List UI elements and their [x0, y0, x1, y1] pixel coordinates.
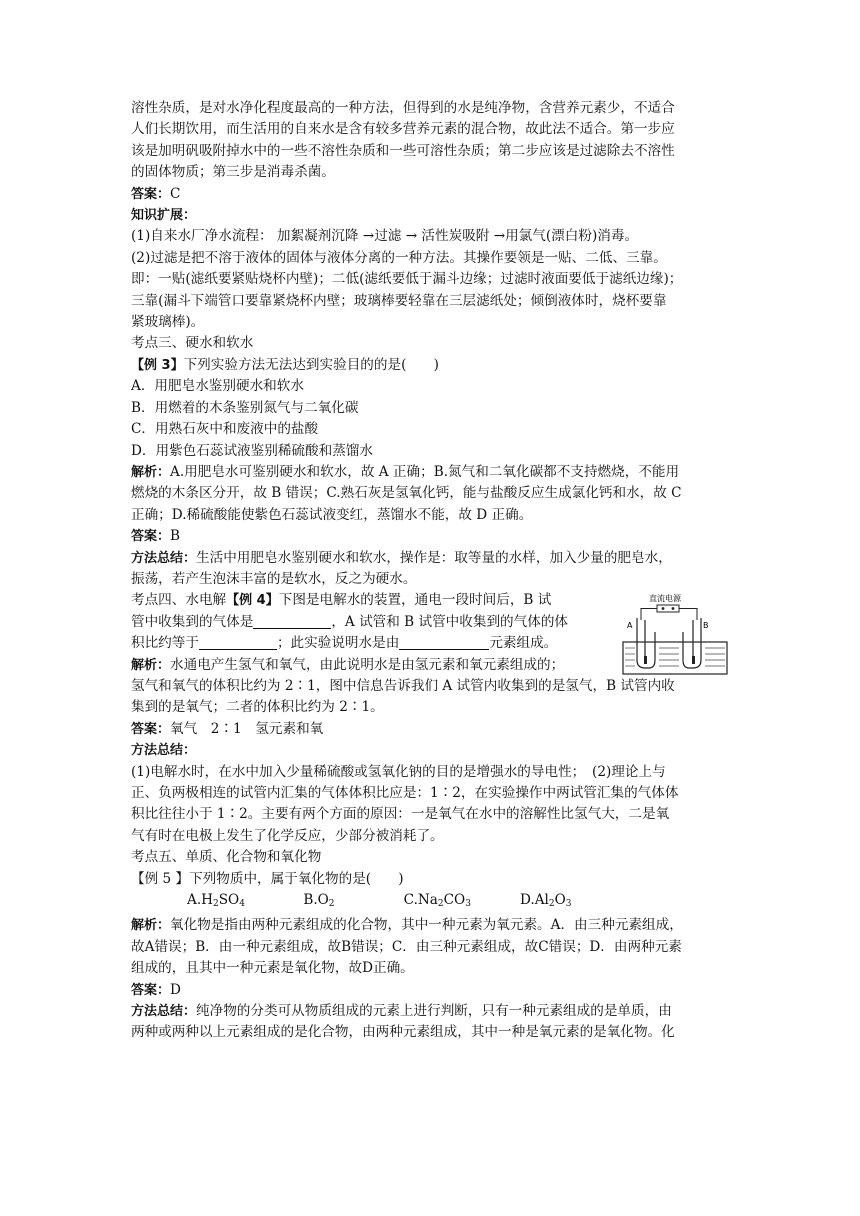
text-line: 积比往往小于 1∶2。主要有两个方面的原因：一是氧气在水中的溶解性比氢气大，二是氧	[131, 806, 670, 823]
knowledge-extension-label: 知识扩展：	[131, 208, 197, 224]
example-4-block	[131, 590, 734, 676]
question-text: 下列物质中，属于氧化物的是( )	[189, 870, 404, 887]
section-title: 考点三、硬水和软水	[131, 335, 254, 352]
option-c: C．用熟石灰中和废液中的盐酸	[131, 421, 319, 438]
summary-text: 生活中用肥皂水鉴别硬水和软水，操作是：取等量的水样，加入少量的肥皂水，	[196, 549, 672, 566]
text-line: 人们长期饮用，而生活用的自来水是含有较多营养元素的混合物，故此法不适合。第一步应	[131, 121, 675, 138]
answer-value: 氧气 2∶1 氢元素和氧	[170, 720, 324, 737]
option-c: C.Na2CO3	[403, 892, 471, 910]
example-label: 【例 4】	[226, 593, 279, 609]
analysis-label: 解析：	[131, 918, 171, 934]
option-a: A．用肥皂水鉴别硬水和软水	[131, 378, 304, 395]
method-summary-label: 方法总结：	[131, 743, 197, 759]
text-line: 正、负两极相连的试管内汇集的气体体积比应是：1∶2，在实验操作中两试管汇集的气体体	[131, 785, 679, 801]
text-line: 气有时在电极上发生了化学反应，少部分被消耗了。	[131, 827, 444, 844]
answer-value: D	[170, 981, 181, 998]
method-summary-line	[131, 1001, 734, 1022]
text-line: (2)过滤是把不溶于液体的固体与液体分离的一种方法。其操作要领是一贴、二低、三靠。	[131, 249, 667, 266]
text-line: 组成的，且其中一种元素是氧化物，故D正确。	[131, 960, 414, 977]
option-b: B．用燃着的木条鉴别氮气与二氧化碳	[131, 399, 359, 416]
example-question	[131, 355, 734, 376]
tube-a-label: A	[627, 621, 633, 631]
analysis-text: A.用肥皂水可鉴别硬水和软水，故 A 正确；B.氮气和二氧化碳都不支持燃烧，不能用	[170, 463, 680, 480]
answer-blank[interactable]	[199, 634, 277, 650]
answer-line	[131, 526, 734, 547]
text-line: 溶性杂质，是对水净化程度最高的一种方法，但得到的水是纯净物，含营养元素少，不适合	[131, 100, 675, 116]
water-trough-icon	[623, 642, 727, 674]
answer-value: C	[170, 185, 181, 202]
analysis-text: 氧化物是指由两种元素组成的化合物，其中一种元素为氧元素。A．由三种元素组成，	[170, 917, 683, 934]
power-source-icon	[657, 605, 679, 612]
text-line: 振荡，若产生泡沫丰富的是软水，反之为硬水。	[131, 570, 417, 587]
analysis-line	[131, 462, 734, 483]
answer-line	[131, 980, 734, 1001]
example-question	[131, 590, 616, 611]
text-line: 紧玻璃棒)。	[131, 314, 205, 331]
question-line	[131, 633, 616, 654]
analysis-label: 解析：	[131, 464, 171, 480]
example-question	[131, 869, 734, 890]
text-line: 即：一贴(滤纸要紧贴烧杯内壁)；二低(滤纸要低于漏斗边缘；过滤时液面要低于滤纸边缘)；	[131, 271, 683, 288]
analysis-text: 水通电产生氢气和氧气，由此说明水是由氢元素和氧元素组成的；	[170, 656, 565, 673]
text-line: 两种或两种以上元素组成的是化合物，由两种元素组成，其中一种是氧元素的是氧化物。化	[131, 1024, 675, 1041]
text-line: 正确；D.稀硫酸能使紫色石蕊试液变红，蒸馏水不能，故 D 正确。	[131, 506, 533, 523]
text-line: 氢气和氧气的体积比约为 2∶1，图中信息告诉我们 A 试管内收集到的是氢气，B 试管内收	[131, 677, 675, 694]
question-text: 积比约等于	[131, 635, 199, 652]
summary-text: 纯净物的分类可从物质组成的元素上进行判断，只有一种元素组成的是单质，由	[196, 1003, 672, 1020]
question-text: ；此实验说明水是由	[276, 635, 400, 652]
section-title: 考点五、单质、化合物和氧化物	[131, 849, 322, 866]
method-summary-label: 方法总结：	[131, 1004, 197, 1020]
option-a: A.H2SO4	[187, 892, 245, 910]
text-line: 的固体物质；第三步是消毒杀菌。	[131, 164, 335, 181]
text-line: 集到的是氧气；二者的体积比约为 2∶1。	[131, 699, 384, 716]
text-line: 该是加明矾吸附掉水中的一些不溶性杂质和一些可溶性杂质；第二步应该是过滤除去不溶性	[131, 142, 675, 159]
answer-line	[131, 184, 734, 205]
answer-blank[interactable]	[399, 634, 489, 650]
question-text: 管中收集到的气体是	[131, 613, 254, 630]
figure-title: 直流电源	[649, 594, 681, 604]
example-label: 【例 5 】	[131, 870, 190, 887]
question-line	[131, 612, 616, 633]
question-text: 元素组成。	[489, 635, 558, 652]
text-line: (1)自来水厂净水流程： 加絮凝剂沉降 →过滤 → 活性炭吸附 →用氯气(漂白粉)消毒。	[131, 228, 639, 245]
text-line: 燃烧的木条区分开，故 B 错误；C.熟石灰是氢氧化钙，能与盐酸反应生成氯化钙和水，故 C	[131, 485, 682, 502]
answer-label: 答案：	[131, 721, 171, 737]
option-d: D.Al2O3	[519, 892, 572, 910]
answer-label: 答案：	[131, 982, 171, 998]
answer-label: 答案：	[131, 186, 171, 202]
answer-blank[interactable]	[253, 613, 331, 629]
answer-value: B	[170, 528, 181, 545]
analysis-line	[131, 655, 616, 676]
question-text: 下列实验方法无法达到实验目的的是( )	[183, 356, 439, 373]
document-page	[131, 98, 734, 1044]
answer-label: 答案：	[131, 529, 171, 545]
analysis-label: 解析：	[131, 657, 171, 673]
method-summary-label: 方法总结：	[131, 550, 197, 566]
options-row	[131, 890, 734, 915]
option-b: B.O2	[303, 892, 335, 910]
option-d: D．用紫色石蕊试液鉴别稀硫酸和蒸馏水	[131, 442, 373, 459]
answer-line	[131, 719, 734, 740]
text-line: 三靠(漏斗下端管口要靠紧烧杯内壁；玻璃棒要轻靠在三层滤纸处；倾倒液体时，烧杯要靠	[131, 292, 667, 309]
section-title: 考点四、水电解	[131, 592, 227, 609]
example-label: 【例 3】	[131, 357, 184, 373]
text-line: 故A错误；B．由一种元素组成，故B错误；C．由三种元素组成，故C错误；D．由两种元素	[131, 938, 682, 955]
analysis-line	[131, 915, 734, 936]
tube-b-label: B	[703, 621, 709, 631]
question-text: 下图是电解水的装置，通电一段时间后，B 试	[278, 592, 552, 609]
question-text: ，A 试管和 B 试管中收集到的气体的体	[331, 613, 569, 630]
electrolysis-apparatus-figure	[619, 592, 737, 678]
method-summary-line	[131, 548, 734, 569]
text-line: (1)电解水时，在水中加入少量稀硫酸或氢氧化钠的目的是增强水的导电性； (2)理论上与	[131, 763, 666, 780]
